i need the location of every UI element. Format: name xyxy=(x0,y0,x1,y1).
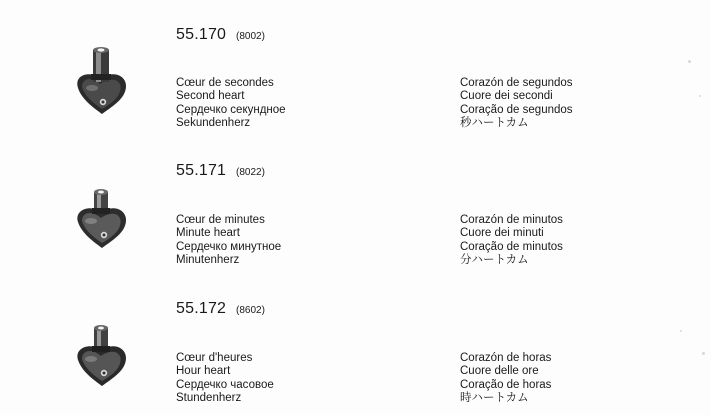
scan-speck xyxy=(680,330,682,332)
part-number: 55.171 xyxy=(176,162,227,179)
name-german: Sekundenherz xyxy=(176,116,251,129)
hour-heart-part-icon xyxy=(70,324,132,390)
name-portuguese: Coração de segundos xyxy=(460,103,573,116)
part-number: 55.170 xyxy=(176,26,227,43)
name-italian: Cuore dei secondi xyxy=(460,90,553,103)
caliber-number: (8022) xyxy=(236,167,265,178)
caliber-number: (8602) xyxy=(236,305,265,316)
names-column-left xyxy=(176,214,281,267)
name-english: Hour heart xyxy=(176,365,231,378)
name-italian: Cuore delle ore xyxy=(460,365,539,378)
name-portuguese: Coração de minutos xyxy=(460,240,563,253)
names-column-right xyxy=(460,352,551,405)
names-column-left xyxy=(176,352,274,405)
scan-speck xyxy=(702,352,705,355)
caliber-number: (8002) xyxy=(236,31,265,42)
name-english: Minute heart xyxy=(176,227,240,240)
name-italian: Cuore dei minuti xyxy=(460,227,544,240)
name-french: Cœur d'heures xyxy=(176,352,253,364)
part-entry-55170 xyxy=(0,0,711,135)
part-entry-55171 xyxy=(0,138,711,273)
name-japanese: 分ハートカム xyxy=(460,253,529,266)
second-heart-part-icon xyxy=(70,44,132,118)
name-russian: Сердечко минутное xyxy=(176,240,282,253)
name-spanish: Corazón de horas xyxy=(460,352,552,364)
part-number: 55.172 xyxy=(176,300,227,317)
scan-speck xyxy=(688,60,691,63)
name-spanish: Corazón de minutos xyxy=(460,214,563,226)
name-french: Cœur de secondes xyxy=(176,77,274,89)
name-russian: Сердечко часовое xyxy=(176,378,274,391)
part-entry-55172 xyxy=(0,276,711,411)
name-german: Stundenherz xyxy=(176,391,242,404)
names-column-right xyxy=(460,214,563,267)
name-russian: Сердечко секундное xyxy=(176,103,286,116)
name-english: Second heart xyxy=(176,90,245,103)
name-portuguese: Coração de horas xyxy=(460,378,552,391)
name-spanish: Corazón de segundos xyxy=(460,77,573,89)
scan-speck xyxy=(699,95,701,97)
minute-heart-part-icon xyxy=(70,186,132,252)
name-japanese: 秒ハートカム xyxy=(460,116,529,129)
name-japanese: 時ハートカム xyxy=(460,391,529,404)
names-column-left xyxy=(176,77,286,130)
name-french: Cœur de minutes xyxy=(176,214,265,226)
names-column-right xyxy=(460,77,573,130)
name-german: Minutenherz xyxy=(176,253,240,266)
